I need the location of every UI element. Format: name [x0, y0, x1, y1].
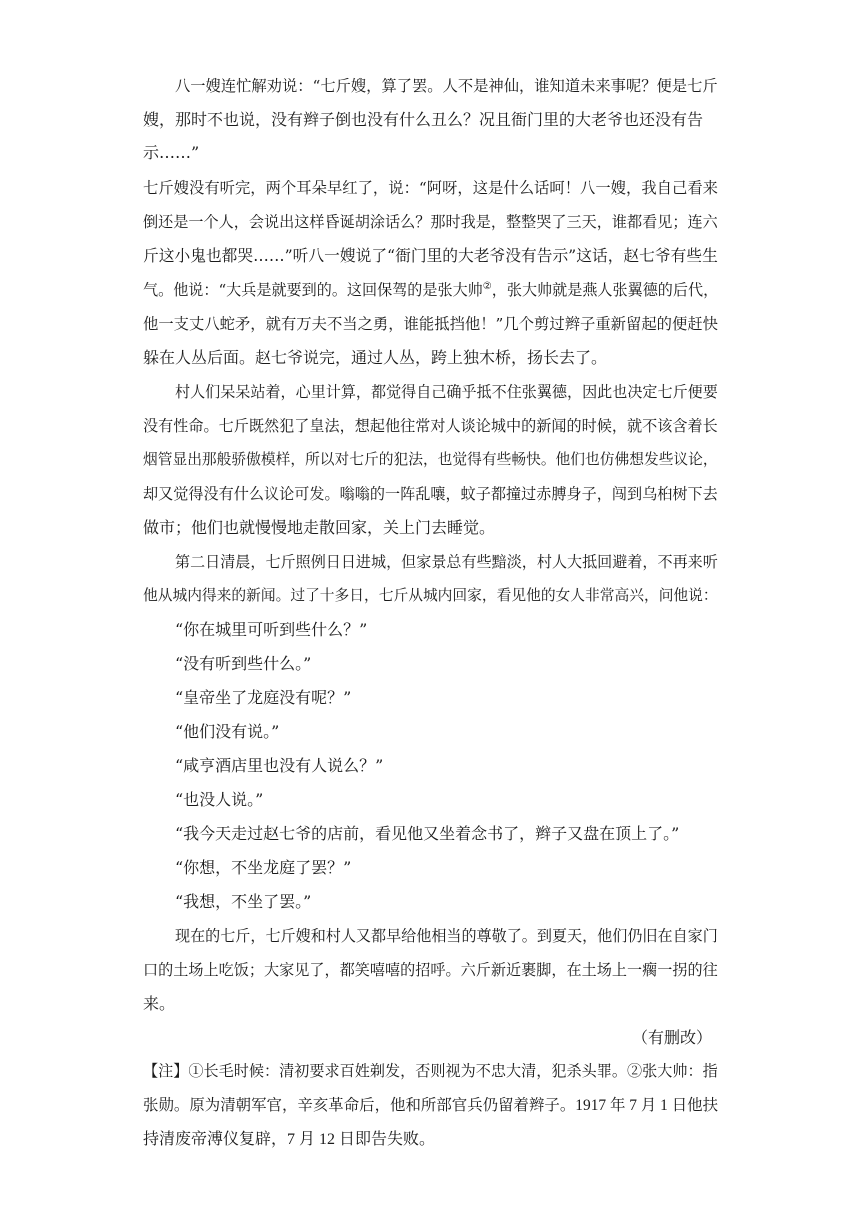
dialogue-line: “我今天走过赵七爷的店前，看见他又坐着念书了，辫子又盘在顶上了。”	[175, 824, 680, 843]
dialogue-line: “皇帝坐了龙庭没有呢？”	[175, 688, 352, 707]
text-line: 嫂，那时不也说，没有辫子倒也没有什么丑么？况且衙门里的大老爷也还没有告	[143, 110, 704, 129]
footnote-line: 持清废帝溥仪复辟，7 月 12 日即告失败。	[143, 1131, 436, 1148]
text-line	[143, 280, 718, 300]
text-line: 做市；他们也就慢慢地走散回家，关上门去睡觉。	[143, 518, 496, 537]
text-line: 八一嫂连忙解劝说：“七斤嫂，算了罢。人不是神仙，谁知道未来事呢？便是七斤	[175, 77, 718, 95]
text-line: 口的土场上吃饭；大家见了，都笑嘻嘻的招呼。六斤新近裹脚，在土场上一瘸一拐的往	[143, 961, 718, 979]
text-line: 烟管显出那般骄傲模样，所以对七斤的犯法，也觉得有些畅快。他们也仿佛想发些议论，	[143, 451, 718, 468]
text-line: 来。	[143, 994, 176, 1013]
text-line: 他一支丈八蛇矛，就有万夫不当之勇，谁能抵挡他！”几个剪过辫子重新留起的便赶快	[143, 315, 718, 333]
text-line: 村人们呆呆站着，心里计算，都觉得自己确乎抵不住张翼德，因此也决定七斤便要	[175, 383, 718, 401]
text-line: 七斤嫂没有听完，两个耳朵早红了，说：“阿呀，这是什么话呵！八一嫂，我自己看来	[143, 179, 718, 197]
dialogue-line: “你想，不坐龙庭了罢？”	[175, 858, 352, 877]
edited-note: （有删改）	[631, 1028, 712, 1047]
text-segment: ，张大帅就是燕人张翼德的后代，	[491, 281, 719, 299]
text-line: 斤这小鬼也都哭……”听八一嫂说了“衙门里的大老爷没有告示”这话，赵七爷有些生	[143, 246, 718, 265]
text-line: 倒还是一个人，会说出这样昏诞胡涂话么？那时我是，整整哭了三天，谁都看见；连六	[143, 213, 718, 231]
dialogue-line: “你在城里可听到些什么？”	[175, 620, 368, 639]
text-line: 现在的七斤，七斤嫂和村人又都早给他相当的尊敬了。到夏天，他们仍旧在自家门	[175, 927, 718, 945]
dialogue-line: “我想，不坐了罢。”	[175, 892, 312, 911]
text-line: 示……”	[143, 143, 200, 162]
text-line: 躲在人丛后面。赵七爷说完，通过人丛，跨上独木桥，扬长去了。	[143, 348, 608, 367]
text-line: 却又觉得没有什么议论可发。嗡嗡的一阵乱嚷，蚊子都撞过赤膊身子，闯到乌桕树下去	[143, 485, 718, 503]
dialogue-line: “也没人说。”	[175, 790, 264, 809]
footnote-line: 张勋。原为清朝军官，辛亥革命后，他和所部官兵仍留着辫子。1917 年 7 月 1 日他扶	[143, 1097, 719, 1114]
footnote-line: 【注】①长毛时候：清初要求百姓剃发，否则视为不忠大清，犯杀头罪。②张大帅：指	[143, 1064, 718, 1080]
dialogue-line: “没有听到些什么。”	[175, 654, 312, 673]
text-segment: 气。他说：“大兵是就要到的。这回保驾的是张大帅	[143, 281, 483, 299]
text-line: 第二日清晨，七斤照例日日进城，但家景总有些黯淡，村人大抵回避着，不再来听	[175, 553, 718, 571]
footnote-marker: ②	[482, 280, 492, 292]
text-line: 没有性命。七斤既然犯了皇法，想起他往常对人谈论城中的新闻的时候，就不该含着长	[143, 417, 718, 435]
dialogue-line: “咸亨酒店里也没有人说么？”	[175, 756, 384, 775]
dialogue-line: “他们没有说。”	[175, 722, 280, 741]
text-line: 他从城内得来的新闻。过了十多日，七斤从城内回家，看见他的女人非常高兴，问他说：	[143, 587, 718, 604]
